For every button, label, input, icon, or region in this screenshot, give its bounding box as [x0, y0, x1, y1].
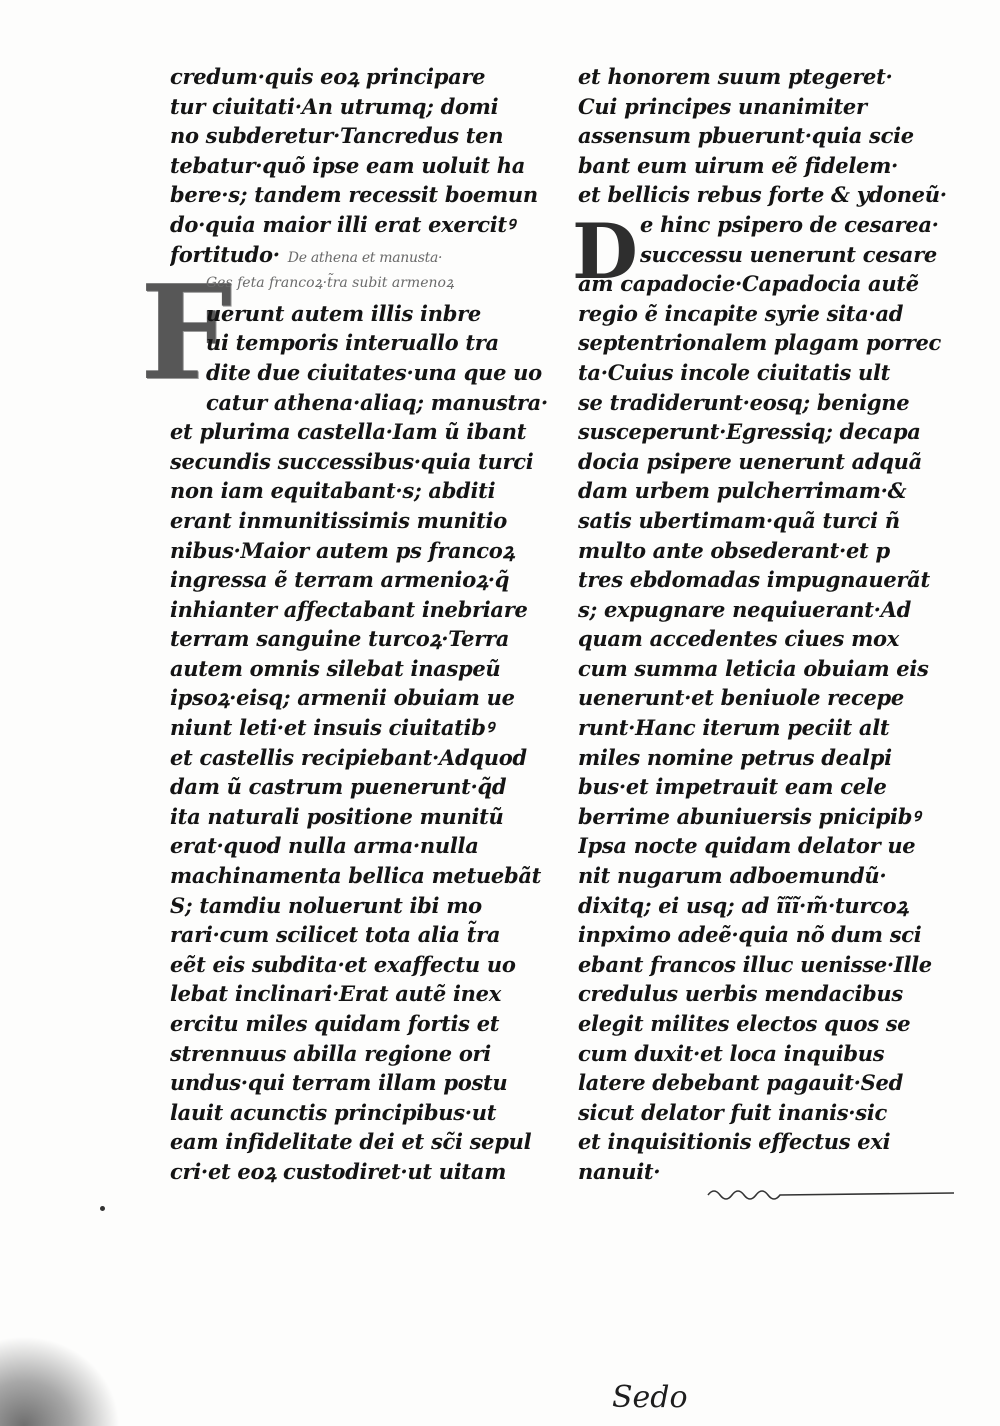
- text-line: dite due ciuitates·una que uo: [206, 359, 542, 385]
- text-line: et plurima castella·Iam ũ ibant: [170, 419, 527, 445]
- text-line: [170, 240, 570, 270]
- text-line: ercitu miles quidam fortis et: [170, 1011, 500, 1036]
- text-line: bant eum uirum eẽ fidelem·: [578, 152, 898, 178]
- text-line: cum duxit·et loca inquibus: [578, 1040, 885, 1066]
- text-line: no subderetur·Tancredus ten: [170, 123, 504, 149]
- text-line: et bellicis rebus forte & ydoneũ·: [578, 182, 947, 208]
- decorated-initial-f: F: [140, 256, 233, 409]
- rubric-heading: Ges feta francoꝝ·t̃ra subit armenoꝝ: [206, 275, 455, 292]
- text-line: latere debebant pagauit·Sed: [578, 1070, 903, 1096]
- text-line: quam accedentes ciues mox: [578, 626, 899, 652]
- rubric-heading: De athena et manusta·: [287, 249, 443, 266]
- text-line: docia psipere uenerunt adquã: [578, 448, 922, 474]
- text-line: regio ẽ incapite syrie sita·ad: [578, 300, 904, 326]
- margin-mark: [100, 1206, 105, 1211]
- text-line: ingressa ẽ terram armenioꝝ·q̃: [170, 567, 510, 593]
- text-line: et castellis recipiebant·Adquod: [170, 744, 527, 770]
- text-line: dixitq; ei usq; ad ĩĩĩ·m̃·turcoꝝ: [578, 892, 909, 918]
- text-line: sicut delator fuit inanis·sic: [578, 1099, 887, 1125]
- text-line: se tradiderunt·eosq; benigne: [578, 389, 910, 415]
- text-line: eẽt eis subdita·et exaffectu uo: [170, 951, 516, 977]
- text-line: lauit acunctis principibus·ut: [170, 1099, 497, 1125]
- text-line: runt·Hanc iterum peciit alt: [578, 715, 890, 741]
- text-line: nibus·Maior autem ps francoꝝ: [170, 537, 515, 563]
- text-line-fragment: fortitudo·: [170, 241, 280, 267]
- text-line: miles nomine petrus dealpi: [578, 744, 892, 770]
- text-line: non iam equitabant·s; abditi: [170, 478, 496, 504]
- catchword: Sedo: [612, 1380, 688, 1415]
- text-line: tebatur·quõ ipse eam uoluit ha: [170, 152, 526, 178]
- page-edge-shadow: [0, 1336, 120, 1426]
- text-line: ui temporis interuallo tra: [206, 330, 499, 356]
- text-line: secundis successibus·quia turci: [170, 448, 534, 474]
- text-line: rari·cum scilicet tota alia t̃ra: [170, 922, 501, 948]
- text-line: s; expugnare nequiuerant·Ad: [578, 596, 912, 622]
- text-line: S; tamdiu noluerunt ibi mo: [170, 892, 482, 918]
- text-line: do·quia maior illi erat exercitꝰ: [170, 211, 515, 237]
- text-line: satis ubertimam·quã turci ñ: [578, 507, 900, 533]
- text-line: dam ũ castrum puenerunt·q̃d: [170, 774, 507, 800]
- text-line: ipsoꝝ·eisq; armenii obuiam ue: [170, 685, 515, 711]
- text-line: bus·et impetrauit eam cele: [578, 774, 887, 800]
- text-line: erant inmunitissimis munitio: [170, 507, 507, 533]
- text-line: e hinc psipero de cesarea·: [640, 211, 939, 237]
- text-line: Cui principes unanimiter: [578, 93, 867, 119]
- text-line: assensum pbuerunt·quia scie: [578, 123, 914, 149]
- text-line: et inquisitionis effectus exi: [578, 1129, 891, 1155]
- text-line: multo ante obsederant·et p: [578, 537, 890, 563]
- text-line: Ipsa nocte quidam delator ue: [578, 833, 916, 859]
- text-line: niunt leti·et insuis ciuitatibꝰ: [170, 715, 494, 741]
- text-line: credulus uerbis mendacibus: [578, 981, 903, 1007]
- text-line: ta·Cuius incole ciuitatis ult: [578, 359, 891, 385]
- text-line: elegit milites electos quos se: [578, 1011, 911, 1036]
- line-filler-flourish: [706, 1185, 956, 1205]
- text-line: et honorem suum ptegeret·: [578, 64, 893, 89]
- text-line: strennuus abilla regione ori: [170, 1040, 491, 1066]
- text-line: susceperunt·Egressiq; decapa: [578, 419, 921, 445]
- text-line: inhianter affectabant inebriare: [170, 596, 528, 622]
- text-line: bere·s; tandem recessit boemun: [170, 182, 538, 208]
- text-line: ita naturali positione munitũ: [170, 803, 504, 829]
- text-line: inpximo adeẽ·quia nõ dum sci: [578, 922, 922, 948]
- text-line: nit nugarum adboemundũ·: [578, 863, 887, 889]
- text-line: credum·quis eoꝝ principare: [170, 64, 486, 89]
- text-line: am capadocie·Capadocia autẽ: [578, 271, 919, 297]
- text-line: machinamenta bellica metuebãt: [170, 863, 542, 889]
- text-line: cum summa leticia obuiam eis: [578, 655, 929, 681]
- text-line: dam urbem pulcherrimam·&: [578, 478, 907, 504]
- text-line: eam infidelitate dei et sc̃i sepul: [170, 1129, 532, 1155]
- text-line: undus·qui terram illam postu: [170, 1070, 508, 1096]
- text-line: berrime abuniuersis pnicipibꝰ: [578, 803, 920, 829]
- text-line: uerunt autem illis inbre: [206, 300, 481, 326]
- text-line: nanuit·: [578, 1158, 661, 1184]
- text-line: septentrionalem plagam porrec: [578, 330, 942, 356]
- text-line: erat·quod nulla arma·nulla: [170, 833, 479, 859]
- text-line: uenerunt·et beniuole recepe: [578, 685, 904, 711]
- text-line: successu uenerunt cesare: [640, 241, 937, 267]
- text-line: ebant francos illuc uenisse·Ille: [578, 951, 932, 977]
- text-line: tur ciuitati·An utrumq; domi: [170, 93, 499, 119]
- text-line: terram sanguine turcoꝝ·Terra: [170, 626, 510, 652]
- text-line: autem omnis silebat inaspeũ: [170, 655, 501, 681]
- right-text-column: [578, 62, 963, 1187]
- decorated-initial-d: D: [572, 207, 638, 296]
- left-text-column: [170, 62, 570, 1187]
- text-line: cri·et eoꝝ custodiret·ut uitam: [170, 1158, 507, 1184]
- text-line: lebat inclinari·Erat autẽ inex: [170, 981, 501, 1007]
- text-line: tres ebdomadas impugnauerãt: [578, 567, 930, 593]
- text-line: catur athena·aliaq; manustra·: [206, 389, 548, 415]
